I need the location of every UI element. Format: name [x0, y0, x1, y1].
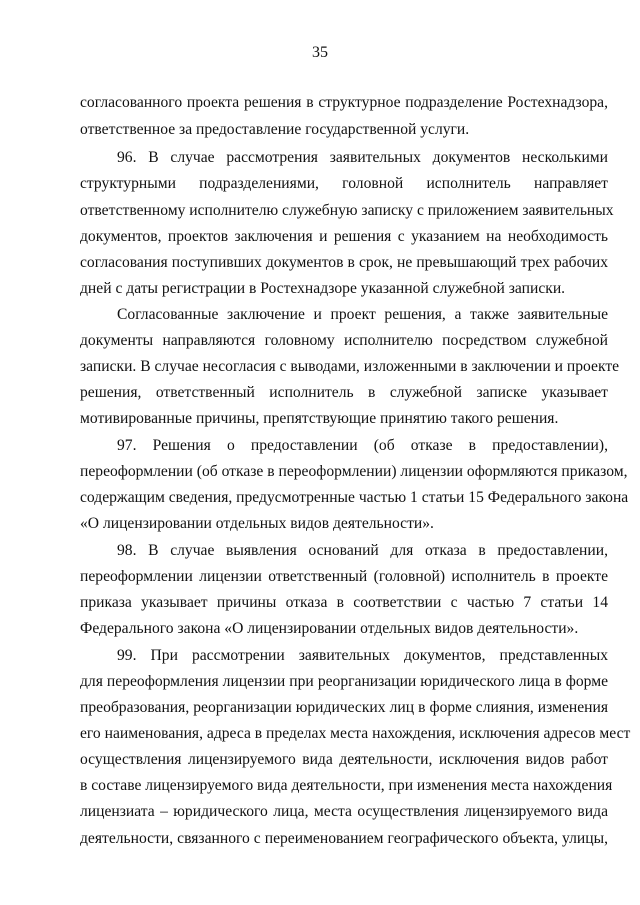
- text-line: лицензиата – юридического лица, места осуществления лицензируемого вида: [80, 803, 608, 820]
- text-line: переоформлении (об отказе в переоформлении) лицензии оформляются приказом,: [80, 463, 628, 480]
- text-line: дней с даты регистрации в Ростехнадзоре указанной служебной записки.: [80, 280, 566, 297]
- text-line: ответственному исполнителю служебную записку с приложением заявительных: [80, 202, 614, 219]
- text-line: в составе лицензируемого вида деятельности, при изменения места нахождения: [80, 777, 613, 794]
- text-line: преобразования, реорганизации юридических лиц в форме слияния, изменения: [80, 699, 608, 716]
- paragraph-96-start: 96. В случае рассмотрения заявительных документов несколькими: [117, 149, 608, 166]
- text-line: содержащим сведения, предусмотренные частью 1 статьи 15 Федерального закона: [80, 489, 629, 506]
- text-line: согласованного проекта решения в структурное подразделение Ростехнадзора,: [80, 94, 608, 111]
- text-line: структурными подразделениями, головной исполнитель направляет: [80, 175, 608, 192]
- paragraph-98-start: 98. В случае выявления оснований для отказа в предоставлении,: [117, 542, 608, 559]
- text-line: Федерального закона «О лицензировании отдельных видов деятельности».: [80, 620, 579, 637]
- text-line: деятельности, связанного с переименованием географического объекта, улицы,: [80, 830, 608, 847]
- text-line: мотивированные причины, препятствующие принятию такого решения.: [80, 410, 559, 427]
- paragraph-97-start: 97. Решения о предоставлении (об отказе в предоставлении),: [117, 437, 608, 454]
- page-number: 35: [312, 44, 328, 61]
- text-line: переоформлении лицензии ответственный (головной) исполнитель в проекте: [80, 568, 608, 585]
- text-line: для переоформления лицензии при реорганизации юридического лица в форме: [80, 673, 608, 690]
- text-line: документы направляются головному исполнителю посредством служебной: [80, 332, 608, 349]
- text-line: согласования поступивших документов в срок, не превышающий трех рабочих: [80, 254, 608, 271]
- text-line: его наименования, адреса в пределах места нахождения, исключения адресов мест: [80, 725, 631, 742]
- text-line: приказа указывает причины отказа в соответствии с частью 7 статьи 14: [80, 594, 608, 611]
- text-line: ответственное за предоставление государственной услуги.: [80, 121, 470, 138]
- paragraph-99-start: 99. При рассмотрении заявительных документов, представленных: [117, 647, 608, 664]
- text-line: решения, ответственный исполнитель в служебной записке указывает: [80, 384, 608, 401]
- text-line: «О лицензировании отдельных видов деятельности».: [80, 515, 434, 532]
- text-line: осуществления лицензируемого вида деятельности, исключения видов работ: [80, 751, 608, 768]
- paragraph-start: Согласованные заключение и проект решения, а также заявительные: [117, 306, 608, 323]
- text-line: документов, проектов заключения и решения с указанием на необходимость: [80, 228, 608, 245]
- text-line: записки. В случае несогласия с выводами, изложенными в заключении и проекте: [80, 358, 620, 375]
